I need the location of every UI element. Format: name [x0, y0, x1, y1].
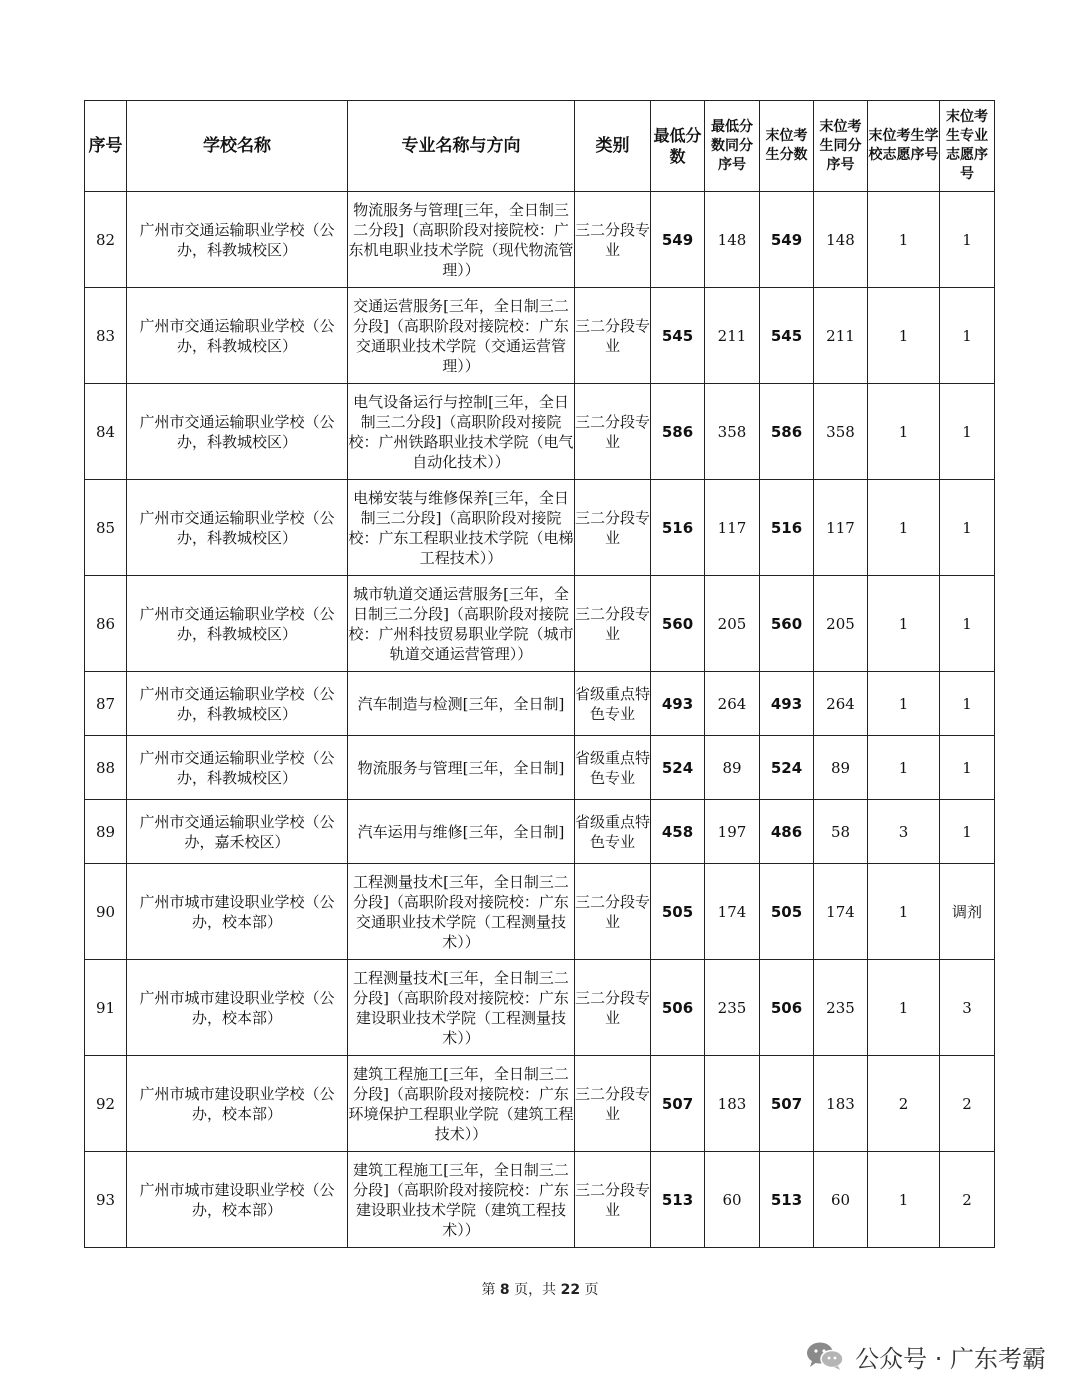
cell-school-pref: 1: [868, 192, 940, 288]
cell-last-same-rank: 117: [814, 480, 868, 576]
footer-middle: 页，共: [514, 1282, 557, 1298]
cell-school-pref: 1: [868, 672, 940, 736]
cell-major: 物流服务与管理[三年，全日制]: [348, 736, 575, 800]
cell-last-score: 545: [760, 288, 814, 384]
cell-major: 建筑工程施工[三年，全日制三二分段]（高职阶段对接院校：广东环境保护工程职业学院（建筑工程技术））: [348, 1056, 575, 1152]
cell-school-pref: 1: [868, 384, 940, 480]
cell-last-same-rank: 264: [814, 672, 868, 736]
cell-last-same-rank: 60: [814, 1152, 868, 1248]
cell-last-same-rank: 235: [814, 960, 868, 1056]
cell-category: 省级重点特色专业: [575, 672, 651, 736]
cell-major: 汽车制造与检测[三年，全日制]: [348, 672, 575, 736]
cell-major: 工程测量技术[三年，全日制三二分段]（高职阶段对接院校：广东交通职业技术学院（工程测量技术））: [348, 864, 575, 960]
cell-last-score: 524: [760, 736, 814, 800]
cell-major-pref: 1: [940, 288, 995, 384]
cell-category: 三二分段专业: [575, 384, 651, 480]
cell-last-score: 506: [760, 960, 814, 1056]
header-min-score: 最低分数: [651, 101, 705, 192]
cell-min-same-rank: 205: [705, 576, 760, 672]
table-row: [85, 960, 995, 1056]
table-row: [85, 1056, 995, 1152]
table-row: [85, 864, 995, 960]
cell-category: 三二分段专业: [575, 288, 651, 384]
header-last-score: 末位考生分数: [760, 101, 814, 192]
cell-major-pref: 1: [940, 384, 995, 480]
watermark-text: 公众号 · 广东考霸: [855, 1344, 1046, 1373]
cell-min-score: 513: [651, 1152, 705, 1248]
table-row: [85, 736, 995, 800]
cell-seq: 84: [85, 384, 127, 480]
wechat-icon: [805, 1340, 845, 1372]
cell-last-score: 493: [760, 672, 814, 736]
cell-min-same-rank: 211: [705, 288, 760, 384]
cell-min-score: 516: [651, 480, 705, 576]
header-major: 专业名称与方向: [348, 101, 575, 192]
cell-seq: 87: [85, 672, 127, 736]
table-row: [85, 384, 995, 480]
table-row: [85, 480, 995, 576]
cell-seq: 91: [85, 960, 127, 1056]
cell-min-score: 493: [651, 672, 705, 736]
table-row: [85, 1152, 995, 1248]
cell-category: 三二分段专业: [575, 960, 651, 1056]
cell-seq: 82: [85, 192, 127, 288]
cell-school: 广州市交通运输职业学校（公办，科教城校区）: [127, 192, 348, 288]
cell-min-same-rank: 358: [705, 384, 760, 480]
cell-school: 广州市城市建设职业学校（公办，校本部）: [127, 960, 348, 1056]
header-row: [85, 101, 995, 192]
cell-major: 城市轨道交通运营服务[三年，全日制三二分段]（高职阶段对接院校：广州科技贸易职业学院（城市轨道交通运营管理））: [348, 576, 575, 672]
cell-category: 三二分段专业: [575, 864, 651, 960]
cell-min-score: 545: [651, 288, 705, 384]
cell-min-same-rank: 174: [705, 864, 760, 960]
cell-seq: 89: [85, 800, 127, 864]
cell-seq: 88: [85, 736, 127, 800]
cell-school-pref: 1: [868, 1152, 940, 1248]
cell-last-same-rank: 58: [814, 800, 868, 864]
cell-major: 电气设备运行与控制[三年，全日制三二分段]（高职阶段对接院校：广州铁路职业技术学院（电气自动化技术））: [348, 384, 575, 480]
cell-school-pref: 1: [868, 480, 940, 576]
cell-min-same-rank: 60: [705, 1152, 760, 1248]
cell-last-same-rank: 89: [814, 736, 868, 800]
cell-major-pref: 1: [940, 800, 995, 864]
header-min-same-rank: 最低分数同分序号: [705, 101, 760, 192]
cell-school: 广州市城市建设职业学校（公办，校本部）: [127, 864, 348, 960]
footer-suffix: 页: [584, 1282, 599, 1298]
table-row: [85, 576, 995, 672]
cell-school-pref: 1: [868, 288, 940, 384]
cell-seq: 92: [85, 1056, 127, 1152]
cell-category: 省级重点特色专业: [575, 736, 651, 800]
cell-min-score: 458: [651, 800, 705, 864]
cell-major-pref: 1: [940, 672, 995, 736]
cell-last-score: 549: [760, 192, 814, 288]
cell-major-pref: 1: [940, 736, 995, 800]
footer-prefix: 第: [481, 1282, 496, 1298]
cell-major-pref: 3: [940, 960, 995, 1056]
cell-school: 广州市交通运输职业学校（公办，科教城校区）: [127, 384, 348, 480]
cell-major: 汽车运用与维修[三年，全日制]: [348, 800, 575, 864]
cell-major-pref: 1: [940, 192, 995, 288]
cell-major: 建筑工程施工[三年，全日制三二分段]（高职阶段对接院校：广东建设职业技术学院（建筑工程技术））: [348, 1152, 575, 1248]
cell-last-score: 507: [760, 1056, 814, 1152]
cell-min-score: 524: [651, 736, 705, 800]
page-footer: [0, 1279, 1080, 1299]
cell-min-score: 560: [651, 576, 705, 672]
cell-major-pref: 2: [940, 1152, 995, 1248]
header-last-school-pref: 末位考生学校志愿序号: [868, 101, 940, 192]
cell-min-same-rank: 89: [705, 736, 760, 800]
header-last-major-pref: 末位考生专业志愿序号: [940, 101, 995, 192]
cell-school-pref: 3: [868, 800, 940, 864]
cell-major-pref: 调剂: [940, 864, 995, 960]
cell-school: 广州市交通运输职业学校（公办，科教城校区）: [127, 288, 348, 384]
cell-school-pref: 1: [868, 736, 940, 800]
cell-min-same-rank: 264: [705, 672, 760, 736]
cell-category: 三二分段专业: [575, 1152, 651, 1248]
header-last-same-rank: 末位考生同分序号: [814, 101, 868, 192]
cell-last-same-rank: 358: [814, 384, 868, 480]
cell-min-same-rank: 117: [705, 480, 760, 576]
cell-min-score: 507: [651, 1056, 705, 1152]
cell-last-same-rank: 205: [814, 576, 868, 672]
cell-last-score: 505: [760, 864, 814, 960]
admission-table: [84, 100, 995, 1248]
cell-major: 交通运营服务[三年，全日制三二分段]（高职阶段对接院校：广东交通职业技术学院（交通运营管理））: [348, 288, 575, 384]
cell-school: 广州市交通运输职业学校（公办，科教城校区）: [127, 480, 348, 576]
cell-category: 三二分段专业: [575, 480, 651, 576]
cell-last-score: 560: [760, 576, 814, 672]
footer-page-number: 8: [499, 1282, 510, 1298]
cell-last-score: 586: [760, 384, 814, 480]
cell-school: 广州市交通运输职业学校（公办，科教城校区）: [127, 576, 348, 672]
cell-min-same-rank: 197: [705, 800, 760, 864]
cell-last-score: 516: [760, 480, 814, 576]
cell-last-same-rank: 174: [814, 864, 868, 960]
table-row: [85, 672, 995, 736]
cell-school: 广州市城市建设职业学校（公办，校本部）: [127, 1152, 348, 1248]
table-row: [85, 192, 995, 288]
cell-major-pref: 1: [940, 480, 995, 576]
cell-school-pref: 1: [868, 960, 940, 1056]
cell-school-pref: 1: [868, 576, 940, 672]
table-row: [85, 800, 995, 864]
cell-seq: 85: [85, 480, 127, 576]
header-category: 类别: [575, 101, 651, 192]
cell-major-pref: 2: [940, 1056, 995, 1152]
cell-category: 三二分段专业: [575, 192, 651, 288]
cell-last-same-rank: 148: [814, 192, 868, 288]
cell-school: 广州市交通运输职业学校（公办，科教城校区）: [127, 736, 348, 800]
cell-min-same-rank: 183: [705, 1056, 760, 1152]
cell-min-score: 586: [651, 384, 705, 480]
cell-seq: 83: [85, 288, 127, 384]
cell-min-same-rank: 148: [705, 192, 760, 288]
cell-min-score: 549: [651, 192, 705, 288]
cell-min-same-rank: 235: [705, 960, 760, 1056]
cell-school-pref: 1: [868, 864, 940, 960]
cell-major: 物流服务与管理[三年，全日制三二分段]（高职阶段对接院校：广东机电职业技术学院（现代物流管理））: [348, 192, 575, 288]
cell-last-score: 486: [760, 800, 814, 864]
cell-last-score: 513: [760, 1152, 814, 1248]
cell-last-same-rank: 183: [814, 1056, 868, 1152]
footer-total-pages: 22: [560, 1282, 581, 1298]
header-school: 学校名称: [127, 101, 348, 192]
cell-school: 广州市交通运输职业学校（公办，科教城校区）: [127, 672, 348, 736]
cell-category: 省级重点特色专业: [575, 800, 651, 864]
cell-seq: 90: [85, 864, 127, 960]
cell-seq: 86: [85, 576, 127, 672]
cell-min-score: 506: [651, 960, 705, 1056]
cell-school: 广州市交通运输职业学校（公办，嘉禾校区）: [127, 800, 348, 864]
cell-major: 电梯安装与维修保养[三年，全日制三二分段]（高职阶段对接院校：广东工程职业技术学院（电梯工程技术））: [348, 480, 575, 576]
cell-category: 三二分段专业: [575, 576, 651, 672]
cell-seq: 93: [85, 1152, 127, 1248]
cell-category: 三二分段专业: [575, 1056, 651, 1152]
cell-last-same-rank: 211: [814, 288, 868, 384]
watermark: [805, 1336, 1046, 1376]
cell-school-pref: 2: [868, 1056, 940, 1152]
table-row: [85, 288, 995, 384]
cell-major-pref: 1: [940, 576, 995, 672]
cell-min-score: 505: [651, 864, 705, 960]
header-seq: 序号: [85, 101, 127, 192]
cell-school: 广州市城市建设职业学校（公办，校本部）: [127, 1056, 348, 1152]
cell-major: 工程测量技术[三年，全日制三二分段]（高职阶段对接院校：广东建设职业技术学院（工程测量技术））: [348, 960, 575, 1056]
